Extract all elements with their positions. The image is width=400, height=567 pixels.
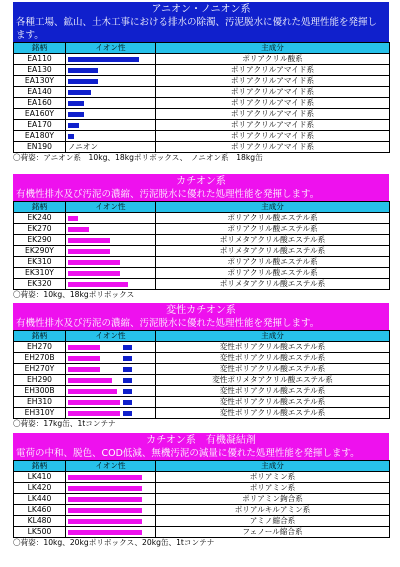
table-row xyxy=(14,505,390,516)
modifier-marker xyxy=(123,400,132,405)
col-header-name: 銘柄 xyxy=(14,43,66,54)
packaging-note: 〇荷姿：10kg、20kgポリボックス、20kg缶、1tコンテナ xyxy=(13,538,215,547)
product-name: EK320 xyxy=(14,279,66,290)
table-row xyxy=(14,279,390,290)
main-component: ポリメタアクリル酸エステル系 xyxy=(156,235,390,246)
section-cation xyxy=(13,174,389,300)
col-header-name: 銘柄 xyxy=(14,202,66,213)
section-title: カチオン系 有機凝結剤 xyxy=(146,435,256,446)
main-component: ポリメタアクリル酸エステル系 xyxy=(156,279,390,290)
col-header-component: 主成分 xyxy=(156,461,390,472)
ionic-cell xyxy=(66,279,156,290)
ionic-label: ノニオン xyxy=(68,142,98,151)
ionic-bar xyxy=(68,101,84,106)
col-header-ionic: イオン性 xyxy=(66,43,156,54)
table-row xyxy=(14,375,390,386)
ionic-bar xyxy=(68,486,142,491)
product-name: EK270 xyxy=(14,224,66,235)
col-header-component: 主成分 xyxy=(156,43,390,54)
ionic-cell xyxy=(66,386,156,397)
main-component: 変性ポリアクリル酸エステル系 xyxy=(156,386,390,397)
section-header xyxy=(13,174,389,201)
table-row xyxy=(14,120,390,131)
table-row xyxy=(14,397,390,408)
ionic-cell xyxy=(66,142,156,153)
table-row xyxy=(14,213,390,224)
ionic-bar xyxy=(68,356,100,361)
table-header-row xyxy=(14,43,390,54)
ionic-bar xyxy=(68,249,110,254)
table-row xyxy=(14,494,390,505)
ionic-cell xyxy=(66,131,156,142)
modifier-marker xyxy=(123,356,132,361)
main-component: 変性ポリアクリル酸エステル系 xyxy=(156,408,390,419)
ionic-cell xyxy=(66,76,156,87)
ionic-cell xyxy=(66,54,156,65)
main-component: ポリアクリルアマイド系 xyxy=(156,76,390,87)
main-component: ポリアミン系 xyxy=(156,472,390,483)
ionic-cell xyxy=(66,494,156,505)
main-component: フェノール縮合系 xyxy=(156,527,390,538)
ionic-bar xyxy=(68,497,142,502)
ionic-bar xyxy=(68,519,142,524)
product-name: KL480 xyxy=(14,516,66,527)
ionic-cell xyxy=(66,397,156,408)
main-component: 変性ポリアクリル酸エステル系 xyxy=(156,342,390,353)
product-name: EH270 xyxy=(14,342,66,353)
main-component: アミノ縮合系 xyxy=(156,516,390,527)
ionic-cell xyxy=(66,235,156,246)
main-component: 変性ポリアクリル酸エステル系 xyxy=(156,397,390,408)
main-component: 変性ポリメタアクリル酸エステル系 xyxy=(156,375,390,386)
table-row xyxy=(14,131,390,142)
modifier-marker xyxy=(123,367,132,372)
product-table xyxy=(13,42,390,153)
ionic-cell xyxy=(66,505,156,516)
product-name: EA130 xyxy=(14,65,66,76)
ionic-bar xyxy=(68,411,120,416)
ionic-bar xyxy=(68,112,84,117)
ionic-cell xyxy=(66,342,156,353)
product-name: EA140 xyxy=(14,87,66,98)
col-header-ionic: イオン性 xyxy=(66,331,156,342)
ionic-bar xyxy=(68,508,142,513)
ionic-cell xyxy=(66,353,156,364)
ionic-cell xyxy=(66,246,156,257)
product-name: EK240 xyxy=(14,213,66,224)
ionic-cell xyxy=(66,120,156,131)
table-row xyxy=(14,98,390,109)
main-component: ポリアルキルアミン系 xyxy=(156,505,390,516)
ionic-cell xyxy=(66,516,156,527)
product-name: EH270Y xyxy=(14,364,66,375)
product-name: LK440 xyxy=(14,494,66,505)
ionic-bar xyxy=(68,378,112,383)
main-component: ポリアクリルアマイド系 xyxy=(156,142,390,153)
main-component: ポリアクリルアマイド系 xyxy=(156,109,390,120)
modifier-marker xyxy=(123,378,132,383)
ionic-bar xyxy=(68,260,120,265)
main-component: ポリアクリルアマイド系 xyxy=(156,98,390,109)
product-name: EA170 xyxy=(14,120,66,131)
product-name: EK310Y xyxy=(14,268,66,279)
ionic-bar xyxy=(68,227,89,232)
product-name: EA160 xyxy=(14,98,66,109)
table-row xyxy=(14,224,390,235)
ionic-bar xyxy=(68,271,120,276)
table-row xyxy=(14,386,390,397)
section-modified-cation xyxy=(13,303,389,429)
ionic-bar xyxy=(68,475,142,480)
product-name: EH310 xyxy=(14,397,66,408)
col-header-ionic: イオン性 xyxy=(66,202,156,213)
table-row xyxy=(14,76,390,87)
product-table xyxy=(13,460,390,538)
main-component: ポリアクリル酸エステル系 xyxy=(156,213,390,224)
ionic-cell xyxy=(66,257,156,268)
table-row xyxy=(14,246,390,257)
ionic-bar xyxy=(68,389,117,394)
product-name: EH300B xyxy=(14,386,66,397)
main-component: ポリアクリル酸エステル系 xyxy=(156,257,390,268)
table-row xyxy=(14,483,390,494)
main-component: 変性ポリアクリル酸エステル系 xyxy=(156,364,390,375)
table-row xyxy=(14,364,390,375)
product-name: EK310 xyxy=(14,257,66,268)
table-row xyxy=(14,235,390,246)
section-description: 有機性排水及び汚泥の濃縮、汚泥脱水に優れた処理性能を発揮します。 xyxy=(16,189,320,200)
ionic-bar xyxy=(68,57,139,62)
section-description: 電荷の中和、脱色、COD低減、無機汚泥の減量に優れた処理性能を発揮します。 xyxy=(16,448,360,459)
product-name: EA180Y xyxy=(14,131,66,142)
main-component: ポリメタアクリル酸エステル系 xyxy=(156,246,390,257)
product-name: EA130Y xyxy=(14,76,66,87)
ionic-bar xyxy=(68,345,100,350)
ionic-bar xyxy=(68,216,78,221)
section-description: 有機性排水及び汚泥の濃縮、汚泥脱水に優れた処理性能を発揮します。 xyxy=(16,318,320,329)
section-anion-nonion xyxy=(13,2,389,163)
table-row xyxy=(14,54,390,65)
ionic-cell xyxy=(66,483,156,494)
col-header-component: 主成分 xyxy=(156,331,390,342)
table-row xyxy=(14,342,390,353)
ionic-cell xyxy=(66,527,156,538)
ionic-bar xyxy=(68,367,100,372)
main-component: ポリアクリル酸エステル系 xyxy=(156,268,390,279)
modifier-marker xyxy=(123,411,132,416)
section-header xyxy=(13,303,389,330)
table-row xyxy=(14,257,390,268)
main-component: ポリアクリルアマイド系 xyxy=(156,87,390,98)
main-component: ポリアミン鉤合系 xyxy=(156,494,390,505)
product-table xyxy=(13,330,390,419)
ionic-cell xyxy=(66,375,156,386)
ionic-cell xyxy=(66,213,156,224)
section-header xyxy=(13,2,389,42)
ionic-cell xyxy=(66,109,156,120)
ionic-cell xyxy=(66,268,156,279)
product-name: LK410 xyxy=(14,472,66,483)
product-name: LK420 xyxy=(14,483,66,494)
ionic-cell xyxy=(66,65,156,76)
product-name: EH270B xyxy=(14,353,66,364)
main-component: ポリアクリル酸エステル系 xyxy=(156,224,390,235)
col-header-ionic: イオン性 xyxy=(66,461,156,472)
main-component: ポリアクリルアマイド系 xyxy=(156,120,390,131)
table-header-row xyxy=(14,461,390,472)
packaging-note: 〇荷姿：アニオン系 10kg、18kgポリボックス、 ノニオン系 18kg缶 xyxy=(13,153,263,162)
product-table xyxy=(13,201,390,290)
main-component: ポリアミン系 xyxy=(156,483,390,494)
product-name: LK500 xyxy=(14,527,66,538)
ionic-bar xyxy=(68,238,110,243)
ionic-bar xyxy=(68,400,120,405)
product-name: LK460 xyxy=(14,505,66,516)
table-row xyxy=(14,109,390,120)
ionic-bar xyxy=(68,68,98,73)
packaging-note: 〇荷姿：17kg缶、1tコンテナ xyxy=(13,419,116,428)
table-row xyxy=(14,516,390,527)
table-row xyxy=(14,87,390,98)
product-name: EA160Y xyxy=(14,109,66,120)
table-row xyxy=(14,408,390,419)
ionic-bar xyxy=(68,530,142,535)
section-title: アニオン・ノニオン系 xyxy=(151,4,251,15)
section-title: カチオン系 xyxy=(176,176,226,187)
col-header-component: 主成分 xyxy=(156,202,390,213)
col-header-name: 銘柄 xyxy=(14,461,66,472)
product-name: EH310Y xyxy=(14,408,66,419)
product-name: EN190 xyxy=(14,142,66,153)
ionic-bar xyxy=(68,134,74,139)
main-component: ポリアクリル酸系 xyxy=(156,54,390,65)
section-organic-coagulant xyxy=(13,433,389,548)
ionic-bar xyxy=(68,79,98,84)
packaging-note: 〇荷姿：10kg、18kgポリボックス xyxy=(13,290,135,299)
ionic-cell xyxy=(66,224,156,235)
table-row xyxy=(14,472,390,483)
ionic-cell xyxy=(66,364,156,375)
main-component: ポリアクリルアマイド系 xyxy=(156,131,390,142)
product-name: EH290 xyxy=(14,375,66,386)
ionic-cell xyxy=(66,87,156,98)
ionic-cell xyxy=(66,472,156,483)
col-header-name: 銘柄 xyxy=(14,331,66,342)
section-title: 変性カチオン系 xyxy=(166,305,236,316)
section-header xyxy=(13,433,389,460)
table-header-row xyxy=(14,202,390,213)
table-row xyxy=(14,142,390,153)
product-name: EK290 xyxy=(14,235,66,246)
product-name: EA110 xyxy=(14,54,66,65)
ionic-bar xyxy=(68,282,128,287)
product-name: EK290Y xyxy=(14,246,66,257)
ionic-bar xyxy=(68,90,91,95)
ionic-cell xyxy=(66,408,156,419)
section-description: 各種工場、鉱山、土木工事における排水の除濁、汚泥脱水に優れた処理性能を発揮します。 xyxy=(16,17,378,41)
modifier-marker xyxy=(123,345,132,350)
table-row xyxy=(14,268,390,279)
table-row xyxy=(14,527,390,538)
table-row xyxy=(14,65,390,76)
main-component: 変性ポリアクリル酸エステル系 xyxy=(156,353,390,364)
ionic-bar xyxy=(68,123,79,128)
table-row xyxy=(14,353,390,364)
ionic-cell xyxy=(66,98,156,109)
table-header-row xyxy=(14,331,390,342)
main-component: ポリアクリルアマイド系 xyxy=(156,65,390,76)
modifier-marker xyxy=(123,389,132,394)
